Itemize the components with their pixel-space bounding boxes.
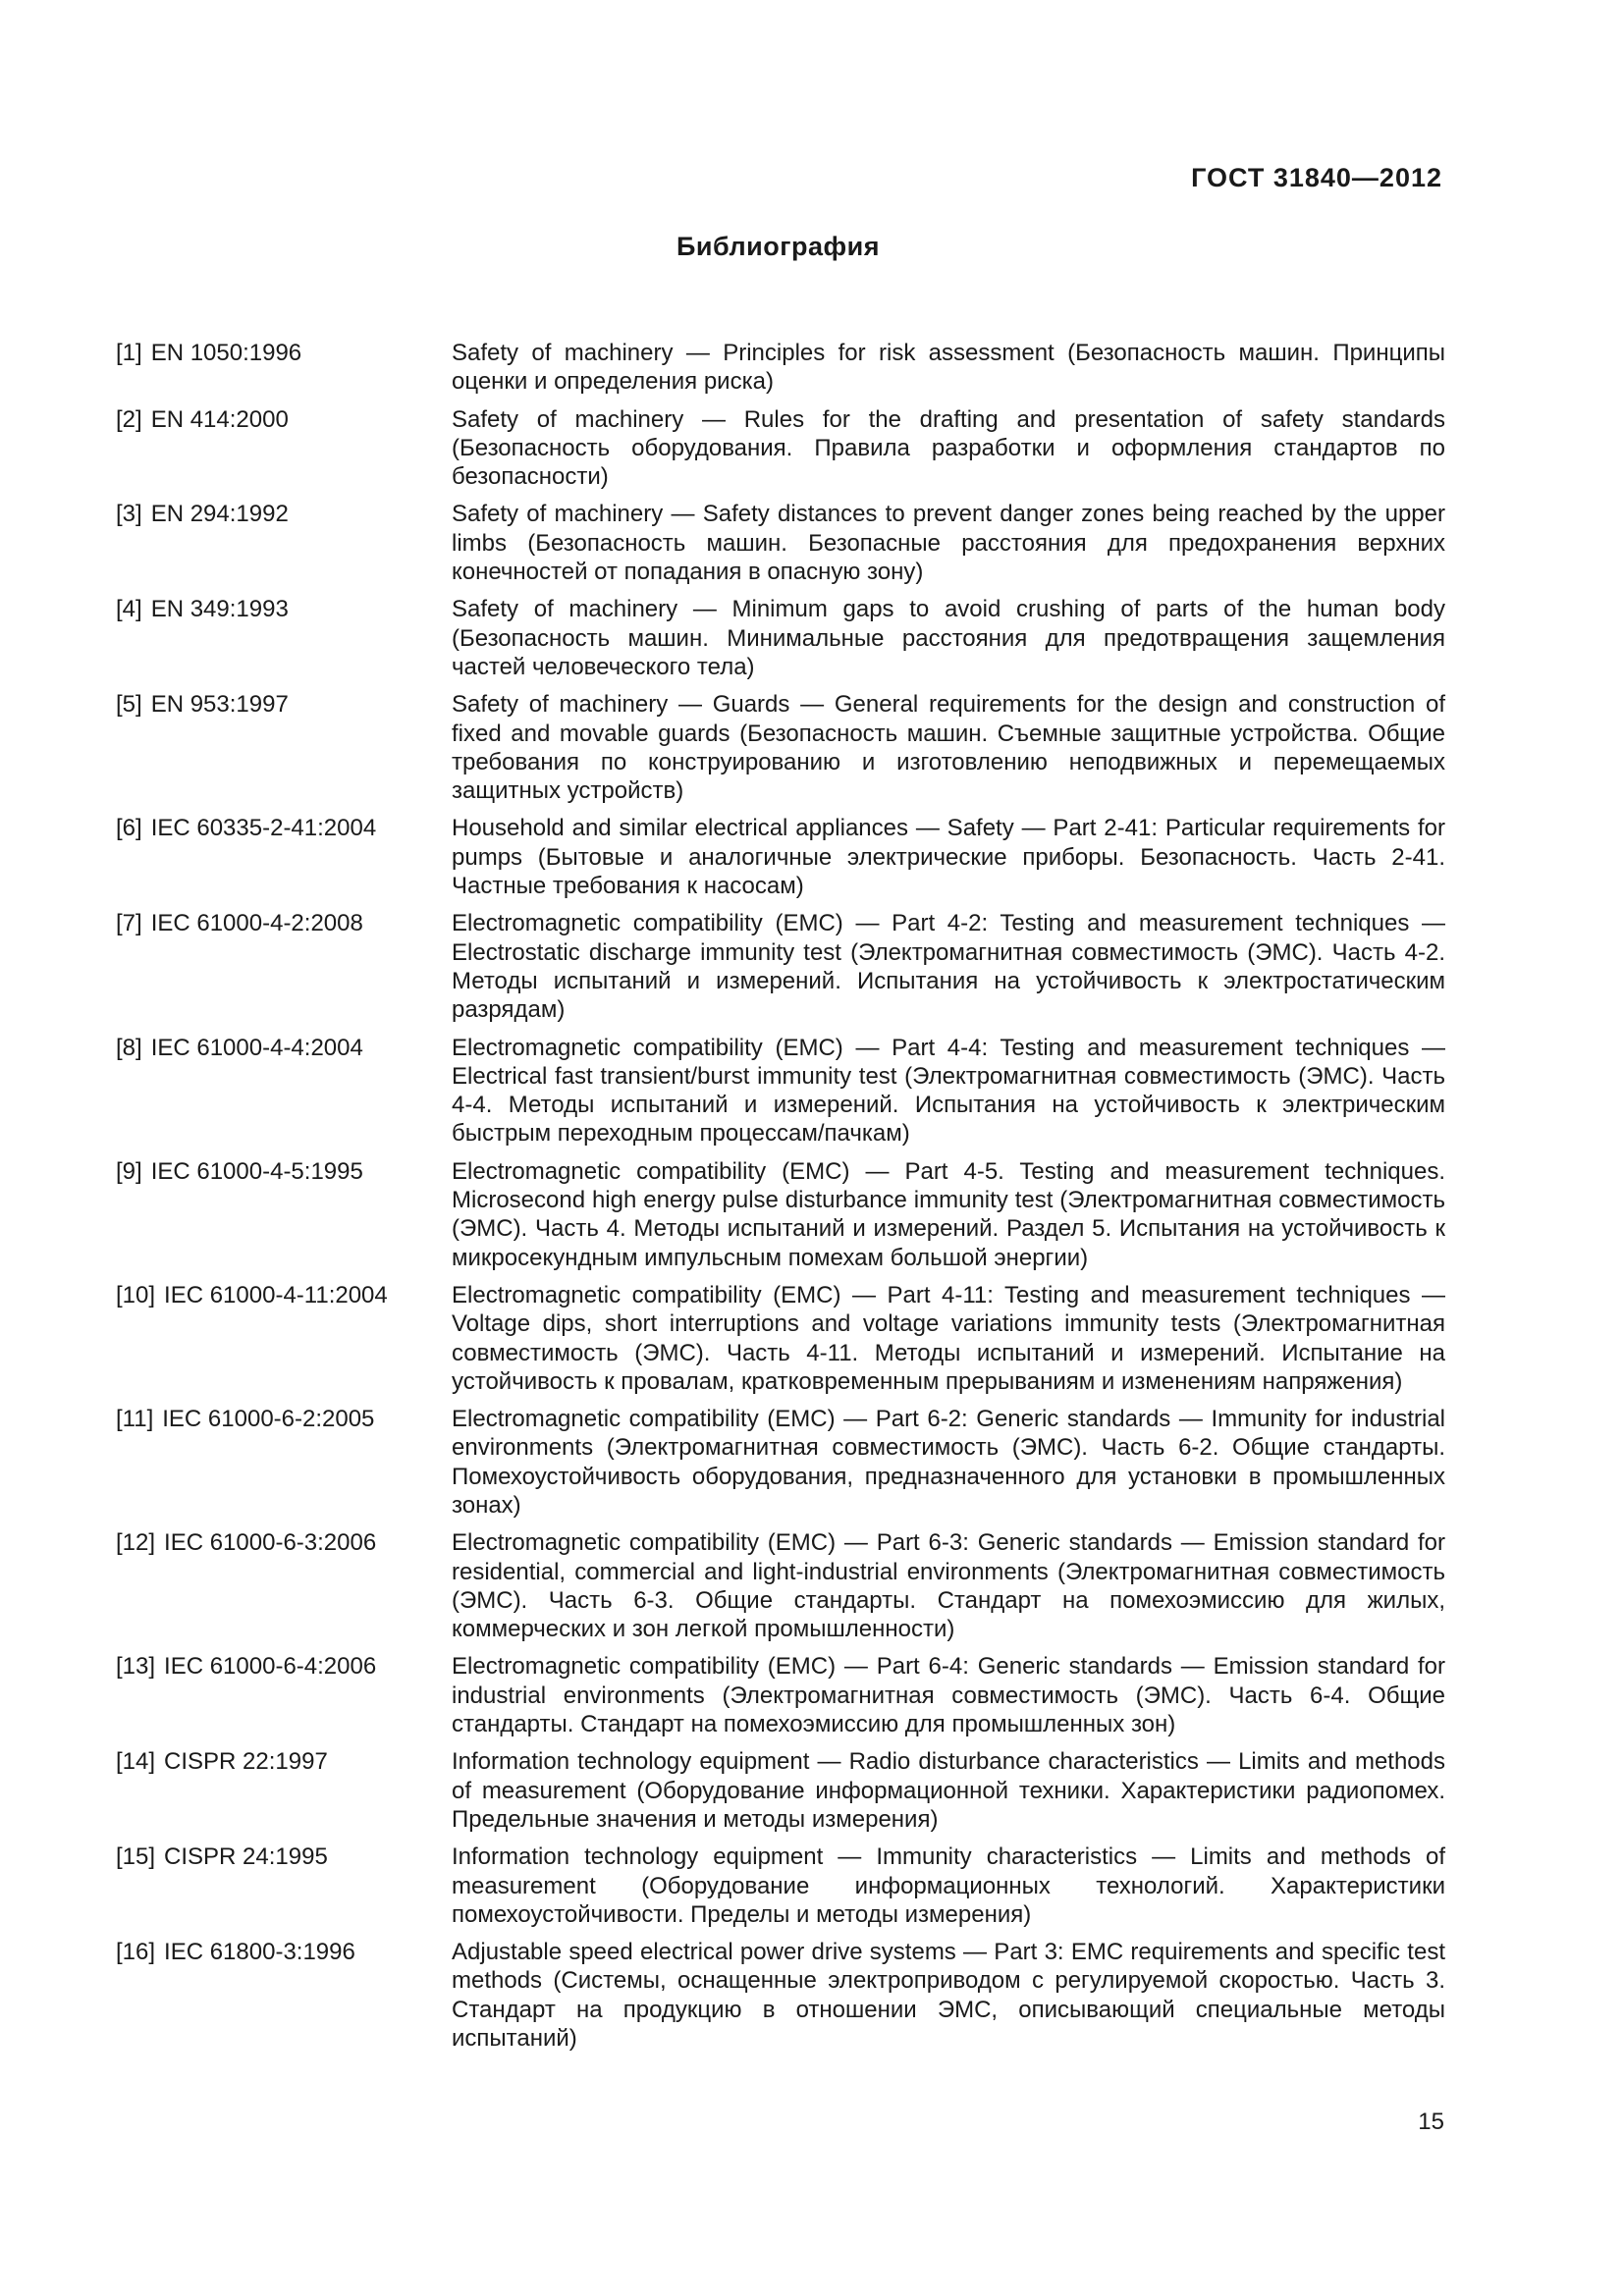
- bibliography-entry: [116, 814, 1445, 900]
- reference-number: [14]: [116, 1748, 156, 1776]
- reference-id: [116, 405, 452, 434]
- reference-id: [116, 1652, 452, 1681]
- bibliography-entry: [116, 1157, 1445, 1272]
- reference-description: Safety of machinery — Principles for risk assessment (Безопасность машин. Принципы оценки и определения риска): [452, 340, 1445, 396]
- reference-id: [116, 814, 452, 842]
- reference-number: [11]: [116, 1406, 154, 1433]
- bibliography-entry: [116, 405, 1445, 492]
- reference-code: IEC 61000-4-5:1995: [150, 1157, 363, 1185]
- reference-id: [116, 500, 452, 528]
- bibliography-entry: [116, 1938, 1445, 2053]
- reference-description: Safety of machinery — Minimum gaps to avoid crushing of parts of the human body (Безопасность машин. Минимальные расстояния для предотвращения защемления частей человеческого тела): [452, 596, 1445, 680]
- bibliography-entry: [116, 1652, 1445, 1738]
- reference-code: IEC 61000-4-11:2004: [164, 1281, 388, 1308]
- reference-id: [116, 1747, 452, 1776]
- reference-description: Information technology equipment — Radio disturbance characteristics — Limits and methods of measurement (Оборудование информационной техники. Характеристики радиопомех. Предельные значения и методы измерения): [452, 1748, 1445, 1833]
- page-title: Библиография: [676, 232, 880, 261]
- reference-code: IEC 61000-4-4:2004: [150, 1034, 363, 1061]
- bibliography-entry: [116, 1528, 1445, 1643]
- reference-code: IEC 61800-3:1996: [164, 1939, 355, 1966]
- reference-description: Electromagnetic compatibility (EMC) — Part 4-11: Testing and measurement techniques — Voltage dips, short interruptions and voltage variations immunity tests (Электромагнитная совместимость (ЭМС). Часть 4-11. Методы испытаний и измерений. Испытание на устойчивость к провалам, кратковременным прерываниям и изменениям напряжения): [452, 1281, 1445, 1395]
- bibliography-entry: [116, 909, 1445, 1024]
- reference-code: CISPR 24:1995: [164, 1843, 328, 1871]
- reference-id: [116, 1938, 452, 1966]
- bibliography-entry: [116, 1034, 1445, 1148]
- reference-id: [116, 1842, 452, 1871]
- reference-number: [10]: [116, 1281, 156, 1308]
- reference-code: IEC 60335-2-41:2004: [150, 815, 377, 842]
- bibliography-entry: [116, 1281, 1445, 1396]
- bibliography-entry: [116, 690, 1445, 805]
- reference-description: Safety of machinery — Guards — General requirements for the design and construction of fixed and movable guards (Безопасность машин. Съемные защитные устройства. Общие требования по конструированию и изготовлению неподвижных и перемещаемых защитных устройств): [452, 691, 1445, 805]
- reference-description: Household and similar electrical appliances — Safety — Part 2-41: Particular requirements for pumps (Бытовые и аналогичные электрические приборы. Безопасность. Часть 2-41. Частные требования к насосам): [452, 815, 1445, 900]
- reference-number: [13]: [116, 1653, 156, 1681]
- reference-number: [7]: [116, 910, 142, 937]
- reference-id: [116, 1281, 452, 1309]
- reference-code: EN 1050:1996: [150, 340, 302, 366]
- reference-number: [6]: [116, 815, 142, 842]
- reference-description: Electromagnetic compatibility (EMC) — Part 4-4: Testing and measurement techniques — Electrical fast transient/burst immunity test (Электромагнитная совместимость (ЭМС). Часть 4-4. Методы испытаний и измерений. Испытания на устойчивость к электрическим быстрым переходным процессам/пачкам): [452, 1034, 1445, 1148]
- reference-description: Adjustable speed electrical power drive systems — Part 3: EMC requirements and specific test methods (Системы, оснащенные электроприводом с регулируемой скоростью. Часть 3. Стандарт на продукцию в отношении ЭМС, описывающий специальные методы испытаний): [452, 1939, 1445, 2053]
- reference-number: [16]: [116, 1939, 156, 1966]
- bibliography-entry: [116, 500, 1445, 586]
- reference-id: [116, 595, 452, 623]
- reference-code: EN 414:2000: [150, 405, 289, 433]
- reference-code: IEC 61000-6-2:2005: [162, 1406, 375, 1433]
- reference-code: EN 294:1992: [150, 501, 289, 528]
- reference-number: [4]: [116, 596, 142, 623]
- reference-code: CISPR 22:1997: [164, 1748, 328, 1776]
- bibliography-entry: [116, 1842, 1445, 1929]
- document-header: ГОСТ 31840—2012: [1191, 163, 1442, 192]
- reference-description: Electromagnetic compatibility (EMC) — Part 6-4: Generic standards — Emission standard for industrial environments (Электромагнитная совместимость (ЭМС). Часть 6-4. Общие стандарты. Стандарт на помехоэмиссию для промышленных зон): [452, 1653, 1445, 1738]
- bibliography-entry: [116, 595, 1445, 681]
- reference-id: [116, 1405, 452, 1433]
- reference-id: [116, 909, 452, 937]
- reference-code: IEC 61000-6-4:2006: [164, 1653, 377, 1681]
- reference-number: [9]: [116, 1157, 142, 1185]
- reference-number: [3]: [116, 501, 142, 528]
- reference-code: EN 953:1997: [150, 691, 289, 719]
- reference-number: [1]: [116, 340, 142, 366]
- reference-id: [116, 1034, 452, 1062]
- bibliography-entry: [116, 1747, 1445, 1834]
- reference-number: [5]: [116, 691, 142, 719]
- reference-description: Electromagnetic compatibility (EMC) — Part 4-2: Testing and measurement techniques — Electrostatic discharge immunity test (Электромагнитная совместимость (ЭМС). Часть 4-2. Методы испытаний и измерений. Испытания на устойчивость к электростатическим разрядам): [452, 910, 1445, 1024]
- bibliography-entry: [116, 1405, 1445, 1520]
- reference-description: Electromagnetic compatibility (EMC) — Part 6-3: Generic standards — Emission standard for residential, commercial and light-industrial environments (Электромагнитная совместимость (ЭМС). Часть 6-3. Общие стандарты. Стандарт на помехоэмиссию для жилых, коммерческих и зон легкой промышленности): [452, 1529, 1445, 1643]
- reference-description: Electromagnetic compatibility (EMC) — Part 4-5. Testing and measurement techniques. Microsecond high energy pulse disturbance immunity test (Электромагнитная совместимость (ЭМС). Часть 4. Методы испытаний и измерений. Раздел 5. Испытания на устойчивость к микросекундным импульсным помехам большой энергии): [452, 1157, 1445, 1271]
- reference-code: IEC 61000-6-3:2006: [164, 1529, 377, 1557]
- reference-code: EN 349:1993: [150, 596, 289, 623]
- bibliography-list: [116, 339, 1445, 2061]
- reference-id: [116, 690, 452, 719]
- reference-number: [2]: [116, 405, 142, 433]
- reference-number: [15]: [116, 1843, 156, 1871]
- bibliography-entry: [116, 339, 1445, 397]
- reference-id: [116, 1528, 452, 1557]
- reference-id: [116, 1157, 452, 1186]
- reference-description: Electromagnetic compatibility (EMC) — Part 6-2: Generic standards — Immunity for industrial environments (Электромагнитная совместимость (ЭМС). Часть 6-2. Общие стандарты. Помехоустойчивость оборудования, предназначенного для установки в промышленных зонах): [452, 1406, 1445, 1519]
- reference-code: IEC 61000-4-2:2008: [150, 910, 363, 937]
- reference-id: [116, 339, 452, 367]
- reference-description: Information technology equipment — Immunity characteristics — Limits and methods of measurement (Оборудование информационных технологий. Характеристики помехоустойчивости. Пределы и методы измерения): [452, 1843, 1445, 1928]
- reference-description: Safety of machinery — Rules for the drafting and presentation of safety standards (Безопасность оборудования. Правила разработки и оформления стандартов по безопасности): [452, 405, 1445, 491]
- reference-number: [8]: [116, 1034, 142, 1061]
- page-number: 15: [1418, 2109, 1444, 2135]
- reference-description: Safety of machinery — Safety distances to prevent danger zones being reached by the upper limbs (Безопасность машин. Безопасные расстояния для предохранения верхних конечностей от попадания в опасную зону): [452, 501, 1445, 586]
- reference-number: [12]: [116, 1529, 156, 1557]
